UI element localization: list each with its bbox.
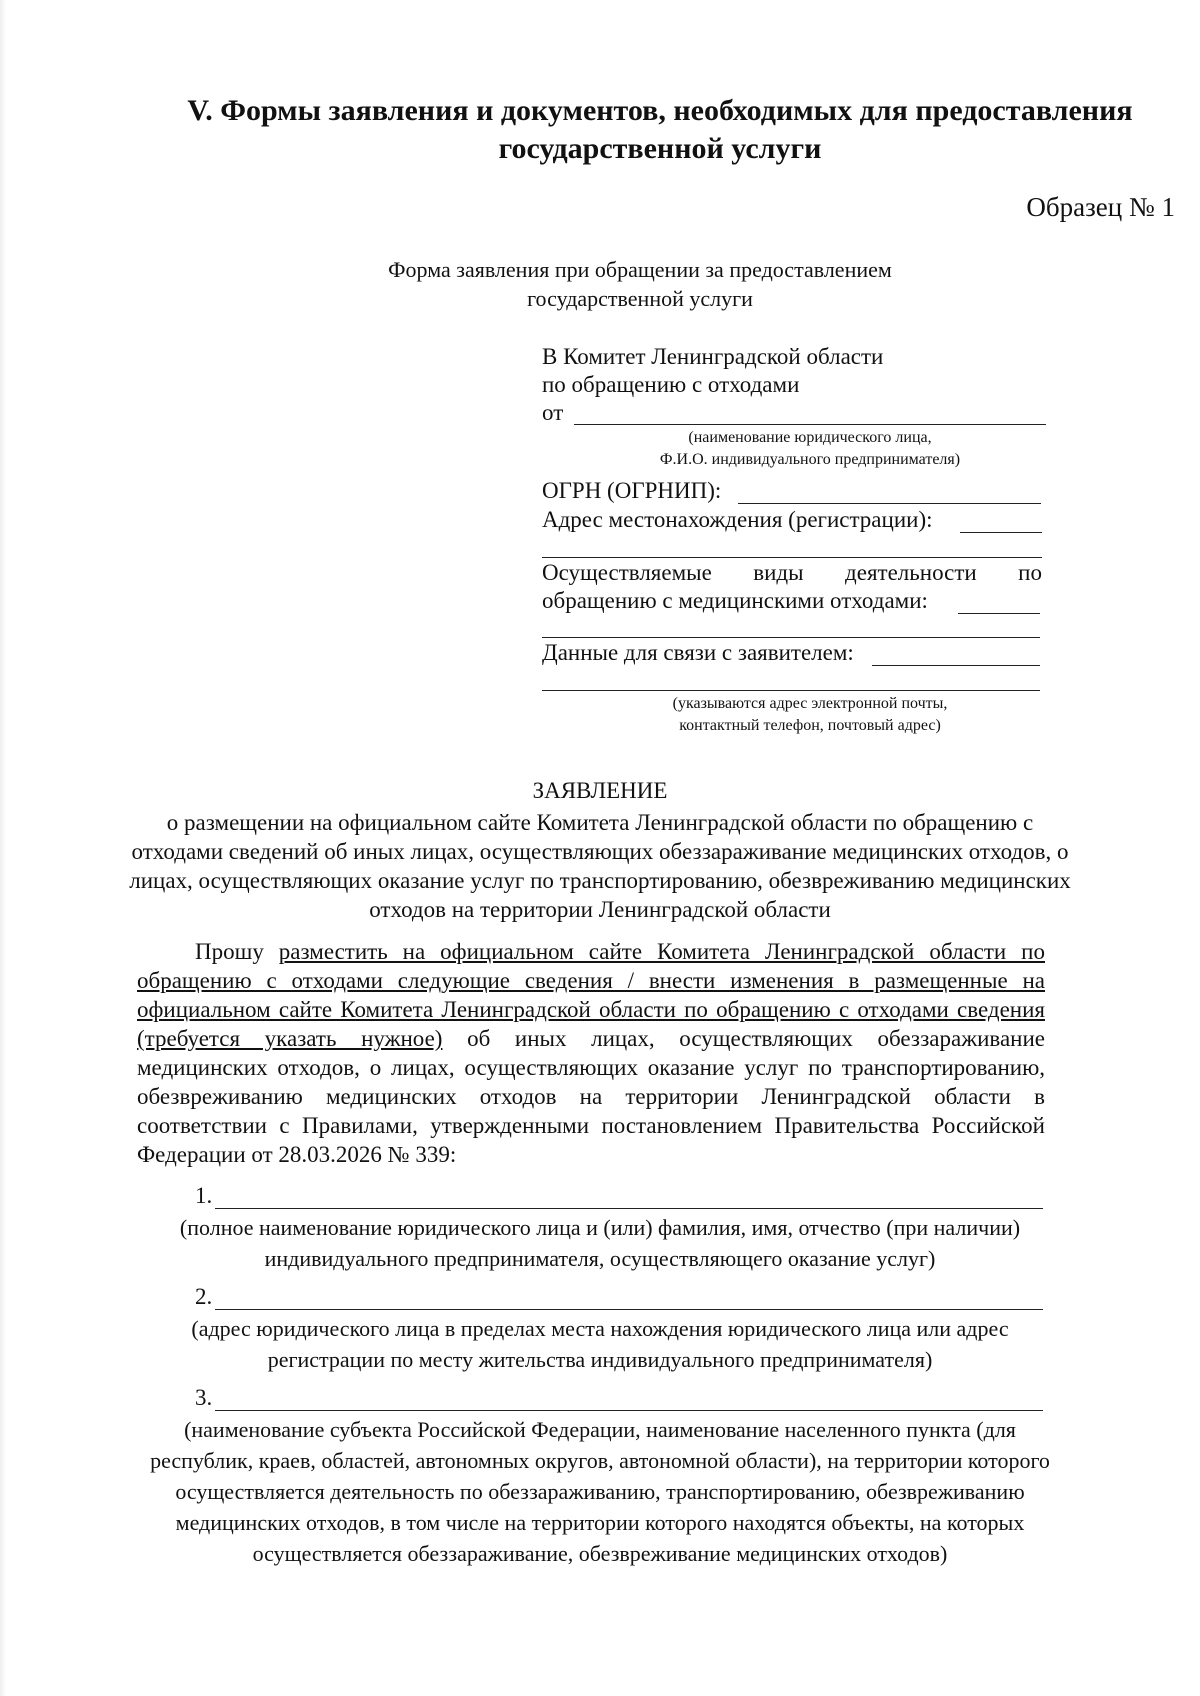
statement-title: ЗАЯВЛЕНИЕ: [532, 778, 668, 803]
contact-caption-2: контактный телефон, почтовый адрес): [679, 717, 941, 734]
item-1-field[interactable]: [215, 1208, 1043, 1209]
address-field-line-2[interactable]: [542, 557, 1042, 558]
form-title: Форма заявления при обращении за предоставлением государственной услуги: [388, 257, 892, 311]
contact-field[interactable]: [872, 665, 1040, 666]
body-start: Прошу: [195, 939, 279, 964]
activity-field[interactable]: [958, 613, 1040, 614]
statement-subtitle: о размещении на официальном сайте Комитета Ленинградской области по обращению с отходами сведений об иных лицах, осуществляющих обеззараживание медицинских отходов, о лицах, осуществляющих оказание услуг по транспортированию, обезвреживанию медицинских отходов на территории Ленинградской области: [129, 810, 1071, 922]
item-3-number: 3.: [195, 1385, 213, 1410]
activity-label-1: Осуществляемые виды деятельности по: [542, 560, 1042, 585]
contact-label: Данные для связи с заявителем:: [542, 640, 854, 665]
from-label: от: [542, 400, 564, 425]
from-caption-1: (наименование юридического лица,: [688, 429, 932, 446]
address-field[interactable]: [960, 532, 1042, 533]
address-label: Адрес местонахождения (регистрации):: [542, 507, 933, 532]
contact-caption-1: (указываются адрес электронной почты,: [672, 695, 948, 712]
statement-body: [137, 937, 1045, 1169]
addressee-line-1: В Комитет Ленинградской области: [542, 344, 884, 369]
from-caption-2: Ф.И.О. индивидуального предпринимателя): [659, 451, 961, 468]
item-1-caption: (полное наименование юридического лица и (или) фамилия, имя, отчество (при наличии) индивидуального предпринимателя, осуществляющего оказание услуг): [179, 1215, 1021, 1271]
section-title: V. Формы заявления и документов, необходимых для предоставления государственной услуги: [187, 94, 1133, 165]
item-1-number: 1.: [195, 1183, 213, 1208]
sample-label: Образец № 1: [1026, 192, 1175, 222]
item-2-caption: (адрес юридического лица в пределах места нахождения юридического лица или адрес регистрации по месту жительства индивидуального предпринимателя): [191, 1316, 1009, 1372]
from-field[interactable]: [574, 424, 1046, 425]
addressee-line-2: по обращению с отходами: [542, 372, 800, 397]
item-3-caption: (наименование субъекта Российской Федерации, наименование населенного пункта (для республик, краев, областей, автономных округов, автономной области), на территории которого осуществляется деятельность по обеззараживанию, транспортированию, обезвреживанию медицинских отходов, в том числе на территории которого находятся объекты, на которых осуществляется обеззараживание, обезвреживание медицинских отходов): [150, 1417, 1050, 1566]
activity-label-2: обращению с медицинскими отходами:: [542, 588, 928, 613]
item-2-field[interactable]: [215, 1309, 1043, 1310]
ogrn-label: ОГРН (ОГРНИП):: [542, 478, 722, 503]
activity-field-line-2[interactable]: [542, 637, 1040, 638]
ogrn-field[interactable]: [738, 503, 1041, 504]
body-rest: об иных лицах, осуществляющих обеззараживание медицинских отходов, о лицах, осуществляющих оказание услуг по транспортированию, обезвреживанию медицинских отходов на территории Ленинградской области в соответствии с Правилами, утвержденными постановлением Правительства Российской Федерации от 28.03.2026 № 339:: [137, 1026, 1045, 1167]
contact-field-line-2[interactable]: [542, 690, 1040, 691]
body-underlined: разместить на официальном сайте Комитета Ленинградской области по обращению с отходами следующие сведения / внести изменения в размещенные на официальном сайте Комитета Ленинградской области по обращению с отходами сведения (требуется указать нужное): [137, 939, 1045, 1051]
scan-edge: [0, 0, 6, 1696]
item-2-number: 2.: [195, 1284, 213, 1309]
item-3-field[interactable]: [215, 1410, 1043, 1411]
